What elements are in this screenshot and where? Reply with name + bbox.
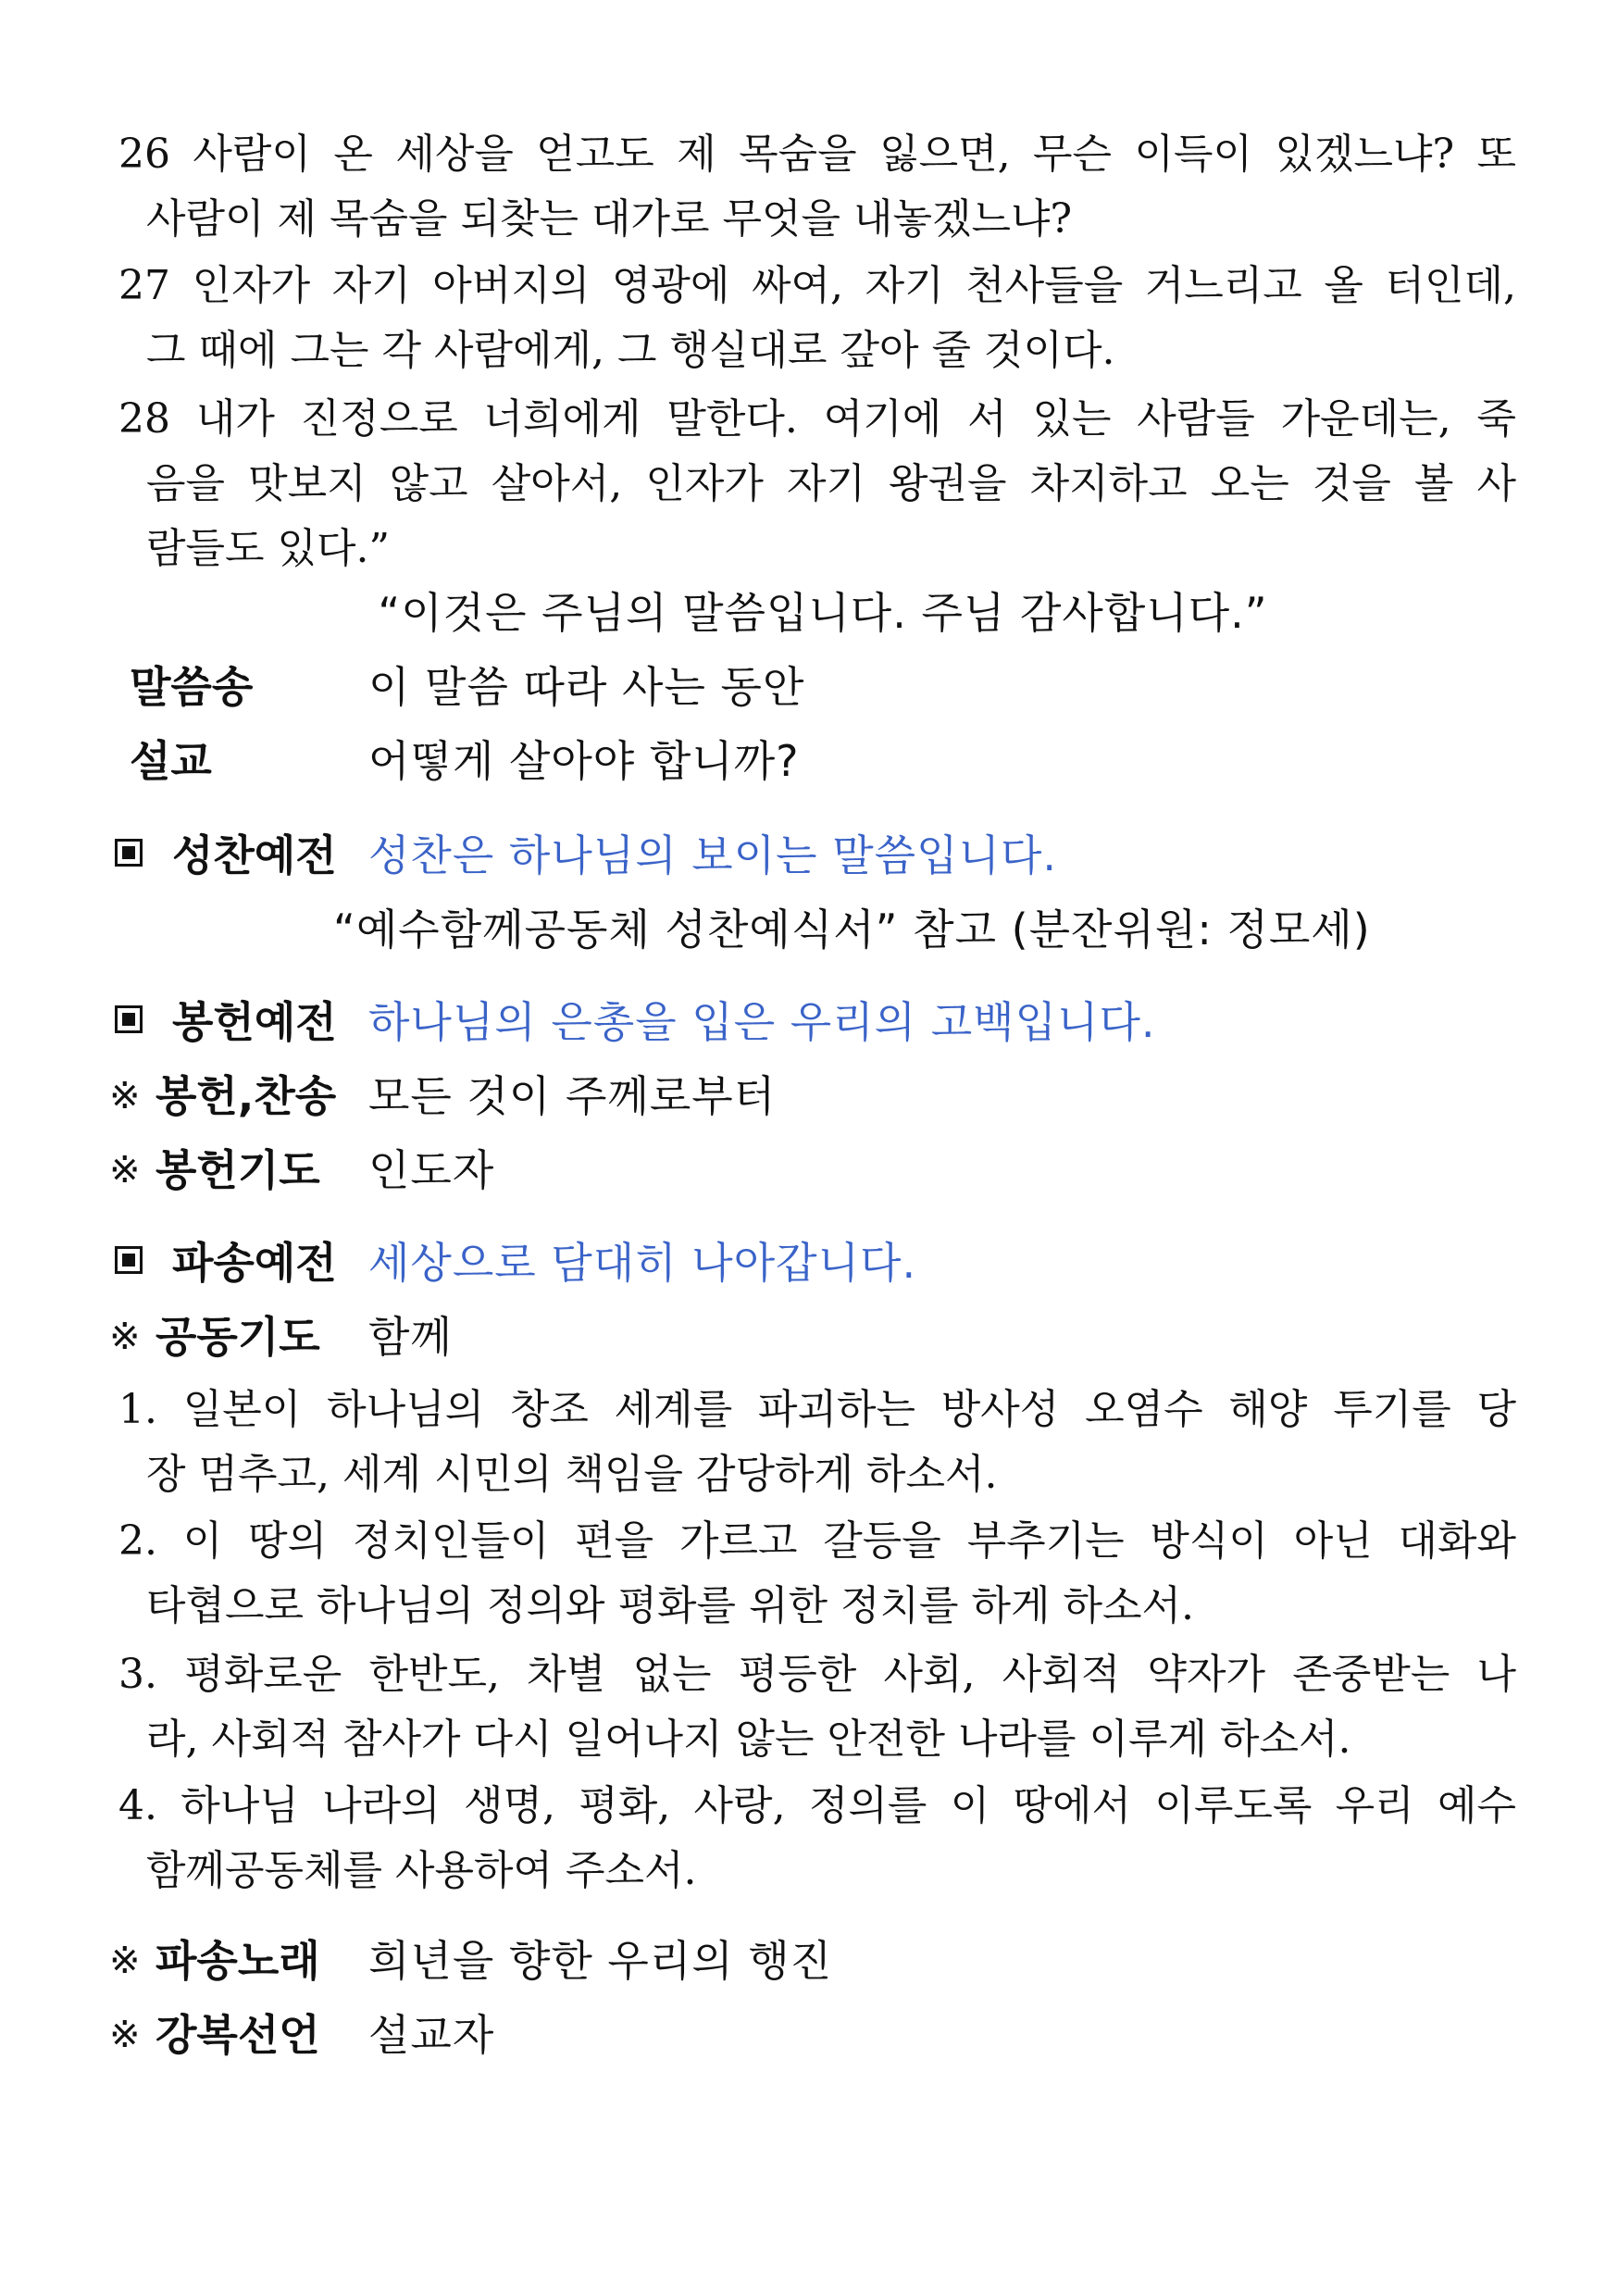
square-bullet-icon xyxy=(115,1246,143,1274)
verse-28 xyxy=(118,387,1516,581)
prayer-line: 2. 이 땅의 정치인들이 편을 가르고 갈등을 부추기는 방식이 아닌 대화와 xyxy=(118,1517,1516,1565)
reference-mark-icon: ※ xyxy=(109,1075,141,1117)
item-label: 봉헌기도 xyxy=(156,1145,320,1195)
prayer-line: 4. 하나님 나라의 생명, 평화, 사랑, 정의를 이 땅에서 이루도록 우리 예수 xyxy=(118,1782,1516,1829)
reference-mark-icon: ※ xyxy=(109,1316,141,1358)
verse-line: 그 때에 그는 각 사람에게, 그 행실대로 갚아 줄 것이다. xyxy=(146,327,1115,374)
row-label: 말씀송 xyxy=(130,662,254,712)
verse-line: 사람이 제 목숨을 되찾는 대가로 무엇을 내놓겠느냐? xyxy=(146,195,1073,243)
verse-line: 28 내가 진정으로 너희에게 말한다. 여기에 서 있는 사람들 가운데는, 죽 xyxy=(118,395,1516,443)
prayer-line: 타협으로 하나님의 정의와 평화를 위한 정치를 하게 하소서. xyxy=(146,1582,1194,1629)
prayer-line: 3. 평화로운 한반도, 차별 없는 평등한 사회, 사회적 약자가 존중받는 나 xyxy=(118,1651,1516,1698)
square-bullet-icon xyxy=(115,1005,143,1033)
item-value: 인도자 xyxy=(368,1145,495,1195)
item-label: 강복선언 xyxy=(156,2010,320,2060)
item-label: 봉헌,찬송 xyxy=(156,1071,337,1121)
verse-line: 람들도 있다.” xyxy=(146,525,390,572)
prayer-3 xyxy=(118,1642,1516,1772)
verse-line: 27 인자가 자기 아버지의 영광에 싸여, 자기 천사들을 거느리고 올 터인데, xyxy=(118,262,1516,309)
verse-line: 음을 맛보지 않고 살아서, 인자가 자기 왕권을 차지하고 오는 것을 볼 사 xyxy=(146,460,1516,507)
section-label: 성찬예전 xyxy=(172,830,337,880)
verse-27 xyxy=(118,254,1516,383)
row-label: 설교 xyxy=(130,736,212,786)
item-value: 설교자 xyxy=(368,2010,495,2060)
section-subtitle: 성찬은 하나님의 보이는 말씀입니다. xyxy=(368,830,1058,880)
item-label: 파송노래 xyxy=(156,1936,320,1986)
prayer-2 xyxy=(118,1509,1516,1639)
row-value: 이 말씀 따라 사는 동안 xyxy=(368,662,805,712)
row-value: 어떻게 살아야 합니까? xyxy=(368,736,800,786)
prayer-line: 장 멈추고, 세계 시민의 책임을 감당하게 하소서. xyxy=(146,1451,998,1498)
prayer-4 xyxy=(118,1774,1516,1903)
reference-mark-icon: ※ xyxy=(109,1149,141,1192)
prayer-line: 함께공동체를 사용하여 주소서. xyxy=(146,1847,697,1894)
reference-mark-icon: ※ xyxy=(109,1940,141,1982)
item-value: 희년을 향한 우리의 행진 xyxy=(368,1936,833,1986)
section-label: 파송예전 xyxy=(172,1238,337,1288)
section-subtitle: 세상으로 담대히 나아갑니다. xyxy=(368,1238,917,1288)
section-subtitle: 하나님의 은총을 입은 우리의 고백입니다. xyxy=(368,997,1156,1047)
prayer-line: 라, 사회적 참사가 다시 일어나지 않는 안전한 나라를 이루게 하소서. xyxy=(146,1716,1351,1763)
eucharist-note: “예수함께공동체 성찬예식서” 참고 (분잔위원: 정모세) xyxy=(333,905,1371,955)
item-label: 공동기도 xyxy=(156,1312,320,1362)
prayer-1 xyxy=(118,1378,1516,1507)
scripture-closing: “이것은 주님의 말씀입니다. 주님 감사합니다.” xyxy=(378,588,1268,638)
verse-line: 26 사람이 온 세상을 얻고도 제 목숨을 잃으면, 무슨 이득이 있겠느냐? 또 xyxy=(118,131,1516,178)
verse-26 xyxy=(118,122,1516,252)
reference-mark-icon: ※ xyxy=(109,2014,141,2056)
square-bullet-icon xyxy=(115,839,143,867)
item-value: 함께 xyxy=(368,1312,453,1362)
section-label: 봉헌예전 xyxy=(172,997,337,1047)
item-value: 모든 것이 주께로부터 xyxy=(368,1071,777,1121)
prayer-line: 1. 일본이 하나님의 창조 세계를 파괴하는 방사성 오염수 해양 투기를 당 xyxy=(118,1386,1516,1433)
